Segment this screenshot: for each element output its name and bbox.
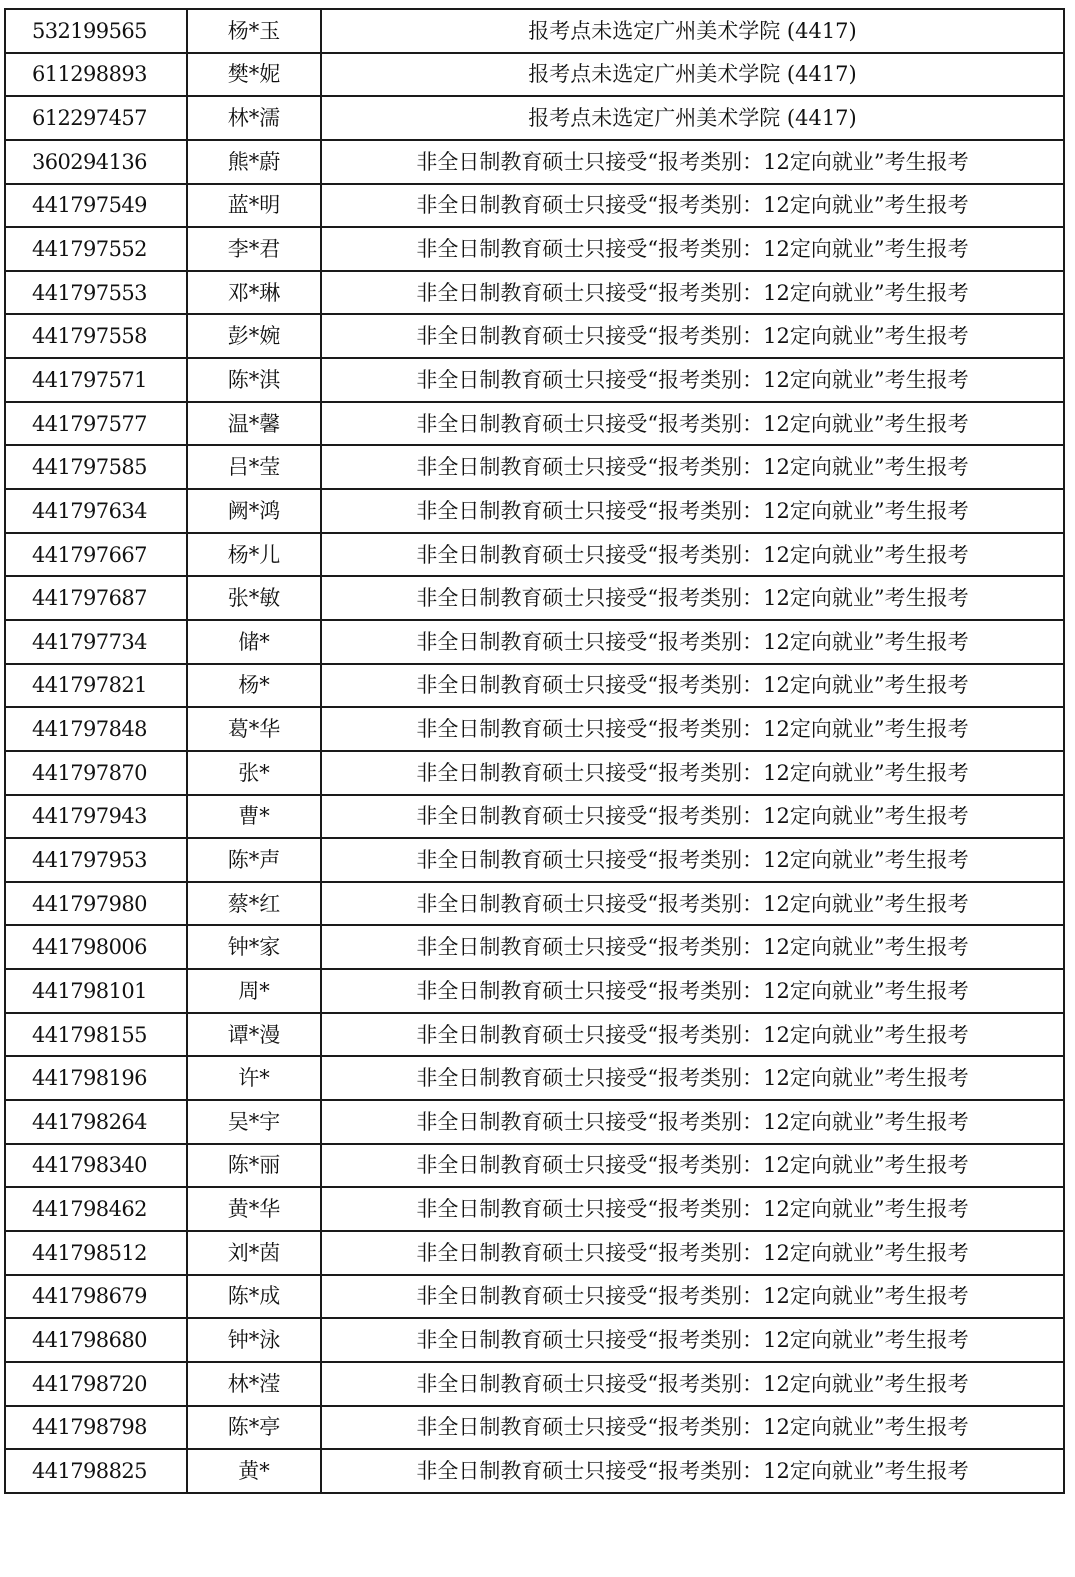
candidate-name-cell: 林*濡 [187,96,321,140]
rejection-reason-cell: 非全日制教育硕士只接受“报考类别：12定向就业”考生报考 [321,1013,1064,1057]
rejection-reason-cell: 非全日制教育硕士只接受“报考类别：12定向就业”考生报考 [321,1100,1064,1144]
candidate-id-cell: 441798462 [5,1187,187,1231]
candidate-name-cell: 陈*亭 [187,1406,321,1450]
candidate-id-cell: 612297457 [5,96,187,140]
candidate-id-cell: 441798196 [5,1056,187,1100]
candidate-name-cell: 谭*漫 [187,1013,321,1057]
rejection-reason-cell: 非全日制教育硕士只接受“报考类别：12定向就业”考生报考 [321,882,1064,926]
table-row [5,882,1064,926]
table-row [5,1187,1064,1231]
candidate-id-cell: 441797553 [5,271,187,315]
candidate-name-cell: 葛*华 [187,707,321,751]
candidate-name-cell: 温*馨 [187,402,321,446]
table-row [5,1275,1064,1319]
candidate-id-cell: 441797585 [5,445,187,489]
candidate-name-cell: 张* [187,751,321,795]
table-row [5,1056,1064,1100]
table-row [5,1318,1064,1362]
table-row [5,1406,1064,1450]
rejection-reason-cell: 非全日制教育硕士只接受“报考类别：12定向就业”考生报考 [321,1231,1064,1275]
candidate-id-cell: 441797821 [5,664,187,708]
candidate-name-cell: 吴*宇 [187,1100,321,1144]
candidate-name-cell: 周* [187,969,321,1013]
candidate-name-cell: 黄*华 [187,1187,321,1231]
candidate-id-cell: 441797953 [5,838,187,882]
candidate-id-cell: 441797848 [5,707,187,751]
candidate-name-cell: 熊*蔚 [187,140,321,184]
candidate-name-cell: 邓*琳 [187,271,321,315]
rejection-table [4,8,1065,1494]
table-row [5,533,1064,577]
rejection-reason-cell: 非全日制教育硕士只接受“报考类别：12定向就业”考生报考 [321,227,1064,271]
rejection-reason-cell: 非全日制教育硕士只接受“报考类别：12定向就业”考生报考 [321,184,1064,228]
rejection-reason-cell: 非全日制教育硕士只接受“报考类别：12定向就业”考生报考 [321,1362,1064,1406]
candidate-name-cell: 陈*丽 [187,1144,321,1188]
candidate-id-cell: 441797571 [5,358,187,402]
candidate-name-cell: 钟*家 [187,925,321,969]
candidate-name-cell: 杨*玉 [187,9,321,53]
candidate-id-cell: 441798680 [5,1318,187,1362]
candidate-id-cell: 441798340 [5,1144,187,1188]
candidate-id-cell: 441798798 [5,1406,187,1450]
candidate-id-cell: 441797980 [5,882,187,926]
rejection-reason-cell: 非全日制教育硕士只接受“报考类别：12定向就业”考生报考 [321,1449,1064,1493]
table-row [5,445,1064,489]
rejection-reason-cell: 非全日制教育硕士只接受“报考类别：12定向就业”考生报考 [321,664,1064,708]
rejection-reason-cell: 非全日制教育硕士只接受“报考类别：12定向就业”考生报考 [321,751,1064,795]
candidate-id-cell: 441797558 [5,314,187,358]
table-row [5,489,1064,533]
rejection-reason-cell: 非全日制教育硕士只接受“报考类别：12定向就业”考生报考 [321,576,1064,620]
rejection-reason-cell: 非全日制教育硕士只接受“报考类别：12定向就业”考生报考 [321,969,1064,1013]
candidate-id-cell: 441798825 [5,1449,187,1493]
rejection-reason-cell: 非全日制教育硕士只接受“报考类别：12定向就业”考生报考 [321,795,1064,839]
rejection-reason-cell: 非全日制教育硕士只接受“报考类别：12定向就业”考生报考 [321,489,1064,533]
candidate-name-cell: 陈*淇 [187,358,321,402]
table-row [5,1013,1064,1057]
candidate-id-cell: 441797687 [5,576,187,620]
table-row [5,1231,1064,1275]
candidate-name-cell: 林*滢 [187,1362,321,1406]
rejection-reason-cell: 报考点未选定广州美术学院 (4417) [321,96,1064,140]
candidate-id-cell: 441798679 [5,1275,187,1319]
table-row [5,227,1064,271]
table-row [5,925,1064,969]
table-row [5,838,1064,882]
candidate-name-cell: 陈*成 [187,1275,321,1319]
rejection-reason-cell: 非全日制教育硕士只接受“报考类别：12定向就业”考生报考 [321,445,1064,489]
candidate-id-cell: 441797734 [5,620,187,664]
candidate-id-cell: 441797667 [5,533,187,577]
candidate-name-cell: 樊*妮 [187,53,321,97]
candidate-id-cell: 441797634 [5,489,187,533]
table-row [5,1144,1064,1188]
table-row [5,751,1064,795]
rejection-reason-cell: 非全日制教育硕士只接受“报考类别：12定向就业”考生报考 [321,620,1064,664]
candidate-id-cell: 360294136 [5,140,187,184]
table-row [5,402,1064,446]
document-sheet [4,8,1065,1494]
candidate-name-cell: 张*敏 [187,576,321,620]
candidate-name-cell: 黄* [187,1449,321,1493]
table-row [5,576,1064,620]
rejection-reason-cell: 非全日制教育硕士只接受“报考类别：12定向就业”考生报考 [321,1187,1064,1231]
rejection-reason-cell: 非全日制教育硕士只接受“报考类别：12定向就业”考生报考 [321,533,1064,577]
candidate-id-cell: 611298893 [5,53,187,97]
table-row [5,271,1064,315]
table-row [5,184,1064,228]
candidate-name-cell: 蓝*明 [187,184,321,228]
table-row [5,1449,1064,1493]
table-row [5,1100,1064,1144]
candidate-id-cell: 441797943 [5,795,187,839]
candidate-name-cell: 刘*茵 [187,1231,321,1275]
table-row [5,140,1064,184]
table-row [5,53,1064,97]
candidate-name-cell: 阙*鸿 [187,489,321,533]
candidate-id-cell: 532199565 [5,9,187,53]
table-row [5,707,1064,751]
candidate-name-cell: 彭*婉 [187,314,321,358]
candidate-id-cell: 441798512 [5,1231,187,1275]
rejection-reason-cell: 非全日制教育硕士只接受“报考类别：12定向就业”考生报考 [321,358,1064,402]
rejection-reason-cell: 非全日制教育硕士只接受“报考类别：12定向就业”考生报考 [321,1406,1064,1450]
rejection-reason-cell: 非全日制教育硕士只接受“报考类别：12定向就业”考生报考 [321,1144,1064,1188]
candidate-id-cell: 441797552 [5,227,187,271]
rejection-reason-cell: 非全日制教育硕士只接受“报考类别：12定向就业”考生报考 [321,925,1064,969]
candidate-id-cell: 441798006 [5,925,187,969]
candidate-name-cell: 曹* [187,795,321,839]
candidate-name-cell: 杨*儿 [187,533,321,577]
rejection-reason-cell: 报考点未选定广州美术学院 (4417) [321,9,1064,53]
table-row [5,96,1064,140]
rejection-reason-cell: 非全日制教育硕士只接受“报考类别：12定向就业”考生报考 [321,1275,1064,1319]
candidate-id-cell: 441798155 [5,1013,187,1057]
candidate-id-cell: 441798720 [5,1362,187,1406]
rejection-reason-cell: 报考点未选定广州美术学院 (4417) [321,53,1064,97]
candidate-name-cell: 吕*莹 [187,445,321,489]
candidate-name-cell: 许* [187,1056,321,1100]
rejection-reason-cell: 非全日制教育硕士只接受“报考类别：12定向就业”考生报考 [321,1318,1064,1362]
table-row [5,664,1064,708]
candidate-name-cell: 陈*声 [187,838,321,882]
rejection-reason-cell: 非全日制教育硕士只接受“报考类别：12定向就业”考生报考 [321,314,1064,358]
rejection-reason-cell: 非全日制教育硕士只接受“报考类别：12定向就业”考生报考 [321,1056,1064,1100]
table-row [5,358,1064,402]
table-row [5,9,1064,53]
rejection-reason-cell: 非全日制教育硕士只接受“报考类别：12定向就业”考生报考 [321,140,1064,184]
candidate-id-cell: 441798264 [5,1100,187,1144]
candidate-id-cell: 441797870 [5,751,187,795]
table-row [5,795,1064,839]
rejection-reason-cell: 非全日制教育硕士只接受“报考类别：12定向就业”考生报考 [321,271,1064,315]
candidate-name-cell: 储* [187,620,321,664]
rejection-reason-cell: 非全日制教育硕士只接受“报考类别：12定向就业”考生报考 [321,402,1064,446]
table-row [5,969,1064,1013]
candidate-name-cell: 杨* [187,664,321,708]
rejection-reason-cell: 非全日制教育硕士只接受“报考类别：12定向就业”考生报考 [321,838,1064,882]
table-row [5,620,1064,664]
table-row [5,314,1064,358]
rejection-reason-cell: 非全日制教育硕士只接受“报考类别：12定向就业”考生报考 [321,707,1064,751]
table-body [5,9,1064,1493]
candidate-name-cell: 蔡*红 [187,882,321,926]
table-row [5,1362,1064,1406]
candidate-id-cell: 441798101 [5,969,187,1013]
candidate-name-cell: 李*君 [187,227,321,271]
candidate-id-cell: 441797549 [5,184,187,228]
candidate-name-cell: 钟*泳 [187,1318,321,1362]
candidate-id-cell: 441797577 [5,402,187,446]
